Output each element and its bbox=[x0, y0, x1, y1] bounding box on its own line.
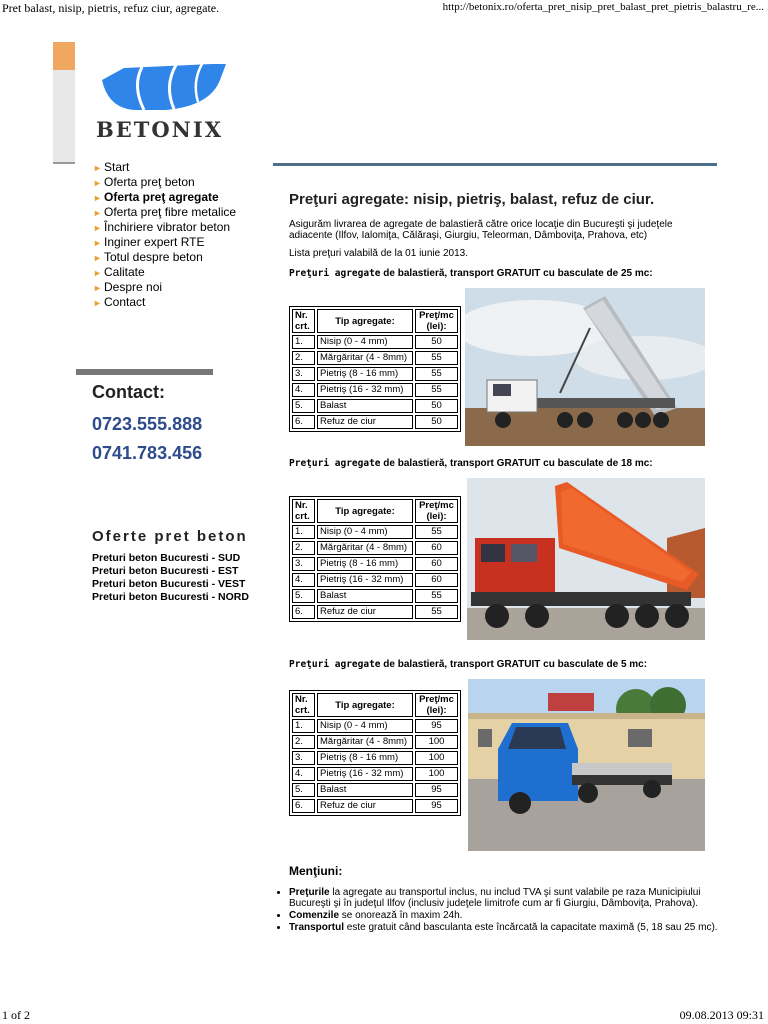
validity-text: Lista preţuri valabilă de la 01 iunie 2013. bbox=[289, 248, 469, 259]
table-header-tip: Tip agregate: bbox=[317, 499, 413, 523]
table-row: 2. Mărgăritar (4 - 8mm) 100 bbox=[292, 735, 458, 749]
nav-item-fibre-metalice[interactable]: ► Oferta preţ fibre metalice bbox=[93, 205, 237, 219]
triangle-right-icon: ► bbox=[93, 253, 102, 263]
truck-25mc-photo bbox=[465, 288, 705, 446]
table-row: 1. Nisip (0 - 4 mm) 95 bbox=[292, 719, 458, 733]
list-item: • Comenzile se onorează în maxim 24h. bbox=[289, 910, 719, 921]
nav-item-contact[interactable]: ► Contact bbox=[93, 295, 146, 309]
table-header-tip: Tip agregate: bbox=[317, 309, 413, 333]
print-header-url: http://betonix.ro/oferta_pret_nisip_pret_balast_pret_pietris_balastru_re... bbox=[442, 1, 764, 13]
nav-item-oferta-agregate[interactable]: ► Oferta preţ agregate bbox=[93, 190, 219, 204]
price-table-5mc bbox=[289, 690, 461, 816]
print-datetime: 09.08.2013 09:31 bbox=[679, 1008, 764, 1022]
table-row: 3. Pietriş (8 - 16 mm) 60 bbox=[292, 557, 458, 571]
nav-item-despre-noi[interactable]: ► Despre noi bbox=[93, 280, 163, 294]
table-header-nr: Nr. crt. bbox=[292, 309, 315, 333]
content-top-rule bbox=[273, 163, 717, 166]
contact-title: Contact: bbox=[92, 382, 165, 402]
triangle-right-icon: ► bbox=[93, 268, 102, 278]
table-header-nr: Nr. crt. bbox=[292, 693, 315, 717]
table-header-price: Preţ/mc (lei): bbox=[415, 309, 458, 333]
nav-item-start[interactable]: ► Start bbox=[93, 160, 130, 174]
table-row: 6. Refuz de ciur 50 bbox=[292, 415, 458, 429]
triangle-right-icon: ► bbox=[93, 208, 102, 218]
price-table-18mc bbox=[289, 496, 461, 622]
table-row: 5. Balast 55 bbox=[292, 589, 458, 603]
intro-text: Asigurăm livrarea de agregate de balastieră către orice locaţie din Bucureşti şi judeţele adiacente (Ilfov, Ialomiţa, Călăraşi, Giurgiu, Teleorman, Dâmboviţa, Prahova, etc) bbox=[289, 219, 673, 241]
triangle-right-icon: ► bbox=[93, 283, 102, 293]
table-header-price: Preţ/mc (lei): bbox=[415, 499, 458, 523]
table-row: 1. Nisip (0 - 4 mm) 55 bbox=[292, 525, 458, 539]
table-row: 3. Pietriş (8 - 16 mm) 55 bbox=[292, 367, 458, 381]
nav-item-inginer[interactable]: ► Inginer expert RTE bbox=[93, 235, 205, 249]
table-row: 3. Pietriş (8 - 16 mm) 100 bbox=[292, 751, 458, 765]
table-row: 5. Balast 50 bbox=[292, 399, 458, 413]
section-heading-18mc: Preţuri agregate de balastieră, transport GRATUIT cu basculate de 18 mc: bbox=[289, 458, 653, 469]
offer-link-sud[interactable]: Preturi beton Bucuresti - SUD bbox=[92, 552, 241, 564]
sidebar-separator bbox=[76, 369, 213, 375]
nav-item-oferta-beton[interactable]: ► Oferta preţ beton bbox=[93, 175, 195, 189]
truck-5mc-photo bbox=[468, 679, 705, 851]
table-row: 6. Refuz de ciur 95 bbox=[292, 799, 458, 813]
table-row: 4. Pietriş (16 - 32 mm) 100 bbox=[292, 767, 458, 781]
list-item: • Preţurile la agregate au transportul inclus, nu includ TVA şi sunt valabile pe raza Municipiului Bucureşti şi în judeţul Ilfov (inclusiv judeţele limitrofe cum ar fi Giurgiu, Dâmboviţa, Prahova). bbox=[289, 887, 719, 909]
phone-number-2[interactable]: 0741.783.456 bbox=[92, 443, 203, 463]
print-header-title: Pret balast, nisip, pietris, refuz ciur, agregate. bbox=[2, 1, 220, 15]
offer-link-vest[interactable]: Preturi beton Bucuresti - VEST bbox=[92, 578, 246, 590]
logo-wordmark: BETONIX bbox=[96, 117, 223, 142]
section-heading-5mc: Preţuri agregate de balastieră, transport GRATUIT cu basculate de 5 mc: bbox=[289, 659, 648, 670]
triangle-right-icon: ► bbox=[93, 163, 102, 173]
sidebar-divider bbox=[53, 162, 75, 164]
triangle-right-icon: ► bbox=[93, 193, 102, 203]
table-row: 1. Nisip (0 - 4 mm) 50 bbox=[292, 335, 458, 349]
table-header-tip: Tip agregate: bbox=[317, 693, 413, 717]
page-title: Preţuri agregate: nisip, pietriş, balast, refuz de ciur. bbox=[289, 191, 655, 208]
table-row: 5. Balast 95 bbox=[292, 783, 458, 797]
page-counter: 1 of 2 bbox=[2, 1008, 30, 1022]
table-header-price: Preţ/mc (lei): bbox=[415, 693, 458, 717]
nav-item-vibrator[interactable]: ► Închiriere vibrator beton bbox=[93, 220, 231, 234]
table-header-nr: Nr. crt. bbox=[292, 499, 315, 523]
triangle-right-icon: ► bbox=[93, 238, 102, 248]
offer-link-nord[interactable]: Preturi beton Bucuresti - NORD bbox=[92, 591, 249, 603]
nav-item-totul-despre-beton[interactable]: ► Totul despre beton bbox=[93, 250, 203, 264]
section-heading-25mc: Preţuri agregate de balastieră, transport GRATUIT cu basculate de 25 mc: bbox=[289, 268, 653, 279]
table-row: 2. Mărgăritar (4 - 8mm) 55 bbox=[292, 351, 458, 365]
triangle-right-icon: ► bbox=[93, 298, 102, 308]
mentions-list bbox=[278, 887, 719, 934]
sidebar-accent bbox=[53, 42, 75, 70]
triangle-right-icon: ► bbox=[93, 223, 102, 233]
concrete-mixer-icon bbox=[102, 64, 226, 110]
table-row: 2. Mărgăritar (4 - 8mm) 60 bbox=[292, 541, 458, 555]
list-item: • Transportul este gratuit când basculanta este încărcată la capacitate maximă (5, 18 sau 25 mc). bbox=[289, 922, 719, 933]
truck-18mc-photo bbox=[467, 478, 705, 640]
table-row: 4. Pietriş (16 - 32 mm) 60 bbox=[292, 573, 458, 587]
triangle-right-icon: ► bbox=[93, 178, 102, 188]
price-table-25mc bbox=[289, 306, 461, 432]
offers-title: Oferte pret beton bbox=[92, 528, 248, 545]
offer-link-est[interactable]: Preturi beton Bucuresti - EST bbox=[92, 565, 239, 577]
offers-list bbox=[92, 552, 249, 604]
table-row: 6. Refuz de ciur 55 bbox=[292, 605, 458, 619]
nav-item-calitate[interactable]: ► Calitate bbox=[93, 265, 145, 279]
phone-number-1[interactable]: 0723.555.888 bbox=[92, 414, 203, 434]
main-nav bbox=[93, 160, 236, 310]
mentions-title: Menţiuni: bbox=[289, 864, 343, 878]
table-row: 4. Pietriş (16 - 32 mm) 55 bbox=[292, 383, 458, 397]
